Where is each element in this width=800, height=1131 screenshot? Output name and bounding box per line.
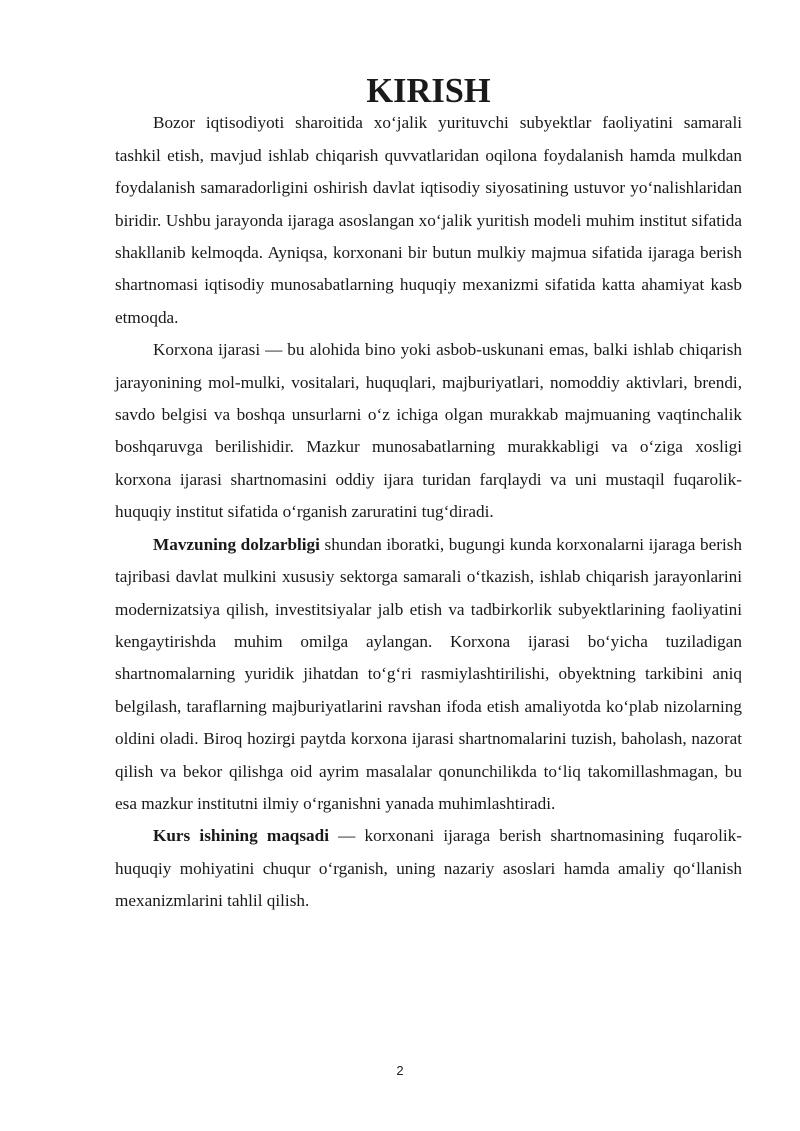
document-body (115, 72, 742, 918)
paragraph-lead: Mavzuning dolzarbligi (153, 534, 320, 554)
paragraph-text: Korxona ijarasi — bu alohida bino yoki asbob-uskunani emas, balki ishlab chiqarish jarayonining mol-mulki, vositalari, huquqlari, majburiyatlari, nomoddiy aktivlari, brendi, savdo belgisi va boshqa unsurlarni o‘z ichiga olgan murakkab majmuaning vaqtinchalik boshqaruvga berilishidir. Mazkur munosabatlarning murakkabligi va o‘ziga xosligi korxona ijarasi shartnomasini oddiy ijara turidan farqlaydi va uni mustaqil fuqarolik-huquqiy institut sifatida o‘rganish zaruratini tug‘diradi. (115, 340, 742, 522)
paragraph-goal (115, 820, 742, 917)
paragraph-relevance (115, 529, 742, 821)
paragraph-intro (115, 107, 742, 334)
page-heading: KIRISH (366, 72, 491, 110)
paragraph-text: — korxonani ijaraga berish shartnomasining fuqarolik-huquqiy mohiyatini chuqur o‘rganish, uning nazariy asoslari hamda amaliy qo‘llanish mexanizmlarini tahlil qilish. (115, 826, 742, 911)
paragraph-text: Bozor iqtisodiyoti sharoitida xo‘jalik yurituvchi subyektlar faoliyatini samarali tashkil etish, mavjud ishlab chiqarish quvvatlaridan oqilona foydalanish hamda mulkdan foydalanish samaradorligini oshirish davlat iqtisodiy siyosatining ustuvor yo‘nalishlaridan biridir. Ushbu jarayonda ijaraga asoslangan xo‘jalik yuritish modeli muhim institut sifatida shakllanib kelmoqda. Ayniqsa, korxonani bir butun mulkiy majmua sifatida ijaraga berish shartnomasi iqtisodiy munosabatlarning huquqiy mexanizmi sifatida katta ahamiyat kasb etmoqda. (115, 113, 742, 327)
paragraph-definition (115, 334, 742, 528)
page-number: 2 (396, 1063, 404, 1078)
paragraph-text: shundan iboratki, bugungi kunda korxonalarni ijaraga berish tajribasi davlat mulkini xususiy sektorga samarali o‘tkazish, ishlab chiqarish jarayonlarini modernizatsiya qilish, investitsiyalar jalb etish va tadbirkorlik subyektlarining faoliyatini kengaytirishda muhim omilga aylangan. Korxona ijarasi bo‘yicha tuziladigan shartnomalarning yuridik jihatdan to‘g‘ri rasmiylashtirilishi, obyektning tarkibini aniq belgilash, taraflarning majburiyatlarini ravshan ifoda etish amaliyotda ko‘plab nizolarning oldini oladi. Biroq hozirgi paytda korxona ijarasi shartnomalarini tuzish, baholash, nazorat qilish va bekor qilishga oid ayrim masalalar qonunchilikda to‘liq takomillashmagan, bu esa mazkur institutni ilmiy o‘rganishni yanada muhimlashtiradi. (115, 534, 742, 813)
paragraph-lead: Kurs ishining maqsadi (153, 826, 329, 846)
